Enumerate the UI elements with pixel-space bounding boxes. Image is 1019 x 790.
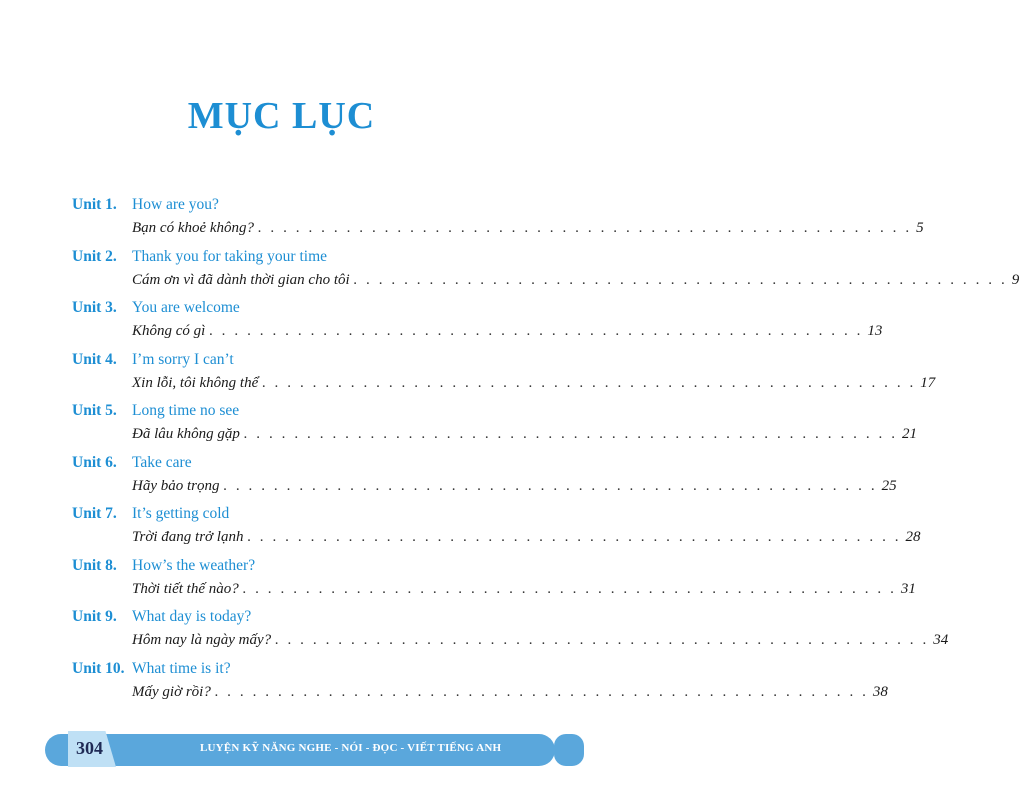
unit-title-vi-line	[132, 529, 921, 546]
page-number: 25	[881, 477, 897, 494]
unit-label: Unit 9.	[72, 608, 117, 625]
footer-book-title: LUYỆN KỸ NĂNG NGHE - NÓI - ĐỌC - VIẾT TIẾNG ANH	[200, 742, 502, 754]
page-number: 31	[900, 580, 916, 597]
footer-bar-edge	[554, 734, 584, 766]
unit-title-vi-line	[132, 220, 924, 237]
unit-title-vi: Xin lỗi, tôi không thể	[132, 374, 259, 391]
page-title: MỤC LỤC	[187, 95, 376, 137]
toc-entry	[72, 402, 917, 454]
dot-leader: . . . . . . . . . . . . . . . . . . . . . . . . . . . . . . . . . . . . . . . . . . . . . . . . . . . .	[242, 580, 897, 597]
unit-title-vi: Không có gì	[132, 323, 206, 339]
unit-title-vi: Đã lâu không gặp	[132, 426, 240, 442]
page-number: 9	[1011, 271, 1019, 288]
unit-title-en: It’s getting cold	[132, 505, 230, 522]
unit-title-en: How are you?	[132, 196, 219, 213]
unit-label: Unit 5.	[72, 402, 117, 419]
toc-entry	[72, 247, 1019, 300]
unit-title-vi: Trời đang trở lạnh	[132, 529, 244, 545]
toc-entry	[72, 453, 897, 506]
toc-entry	[72, 608, 949, 660]
unit-label: Unit 4.	[72, 350, 117, 368]
unit-title-vi: Bạn có khoẻ không?	[132, 220, 255, 236]
unit-label: Unit 1.	[72, 196, 117, 213]
dot-leader: . . . . . . . . . . . . . . . . . . . . . . . . . . . . . . . . . . . . . . . . . . . . . . . . . . . .	[209, 323, 864, 339]
unit-label: Unit 8.	[72, 556, 117, 574]
unit-title-en: How’s the weather?	[132, 556, 256, 574]
dot-leader: . . . . . . . . . . . . . . . . . . . . . . . . . . . . . . . . . . . . . . . . . . . . . . . . . . . .	[275, 632, 930, 648]
unit-label: Unit 6.	[72, 453, 117, 471]
page-number: 28	[905, 529, 921, 545]
toc-entry	[72, 556, 916, 609]
toc-entry	[72, 196, 924, 248]
unit-label: Unit 3.	[72, 299, 117, 316]
dot-leader: . . . . . . . . . . . . . . . . . . . . . . . . . . . . . . . . . . . . . . . . . . . . . . . . . . . .	[243, 426, 898, 442]
unit-title-en: What time is it?	[132, 659, 231, 677]
page-number: 17	[920, 374, 936, 391]
dot-leader: . . . . . . . . . . . . . . . . . . . . . . . . . . . . . . . . . . . . . . . . . . . . . . . . . . . .	[353, 271, 1008, 288]
page-number: 21	[901, 426, 917, 442]
toc-entry	[72, 659, 888, 712]
table-of-contents	[72, 196, 1019, 711]
toc-entry	[72, 350, 936, 403]
unit-label: Unit 10.	[72, 659, 125, 677]
unit-title-vi-line	[132, 426, 917, 443]
unit-title-en: You are welcome	[132, 299, 240, 316]
page-number: 38	[872, 683, 888, 700]
unit-title-en: What day is today?	[132, 608, 252, 625]
unit-title-en: Long time no see	[132, 402, 240, 419]
unit-title-vi: Thời tiết thế nào?	[132, 580, 239, 597]
page-number: 13	[867, 323, 883, 339]
unit-title-vi: Hãy bảo trọng	[132, 477, 220, 494]
toc-entry	[72, 299, 883, 351]
unit-title-vi-line	[132, 477, 897, 495]
dot-leader: . . . . . . . . . . . . . . . . . . . . . . . . . . . . . . . . . . . . . . . . . . . . . . . . . . . .	[223, 477, 878, 494]
unit-title-vi-line	[132, 632, 949, 649]
unit-title-vi-line	[132, 271, 1019, 289]
unit-title-vi-line	[132, 580, 916, 598]
unit-title-vi-line	[132, 323, 883, 340]
unit-label: Unit 7.	[72, 505, 117, 522]
footer-page-number: 304	[76, 738, 103, 758]
dot-leader: . . . . . . . . . . . . . . . . . . . . . . . . . . . . . . . . . . . . . . . . . . . . . . . . . . . .	[214, 683, 869, 700]
unit-title-en: I’m sorry I can’t	[132, 350, 234, 368]
dot-leader: . . . . . . . . . . . . . . . . . . . . . . . . . . . . . . . . . . . . . . . . . . . . . . . . . . . .	[262, 374, 917, 391]
toc-entry	[72, 505, 921, 557]
unit-title-vi: Hôm nay là ngày mấy?	[132, 632, 272, 648]
unit-title-vi-line	[132, 683, 888, 701]
unit-title-en: Take care	[132, 453, 192, 471]
unit-title-en: Thank you for taking your time	[132, 247, 327, 265]
unit-title-vi-line	[132, 374, 936, 392]
dot-leader: . . . . . . . . . . . . . . . . . . . . . . . . . . . . . . . . . . . . . . . . . . . . . . . . . . . .	[247, 529, 902, 545]
page-number: 5	[916, 220, 924, 236]
unit-label: Unit 2.	[72, 247, 117, 265]
unit-title-vi: Mấy giờ rồi?	[132, 683, 211, 700]
dot-leader: . . . . . . . . . . . . . . . . . . . . . . . . . . . . . . . . . . . . . . . . . . . . . . . . . . . .	[258, 220, 913, 236]
page-number: 34	[933, 632, 949, 648]
unit-title-vi: Cám ơn vì đã dành thời gian cho tôi	[132, 271, 350, 288]
